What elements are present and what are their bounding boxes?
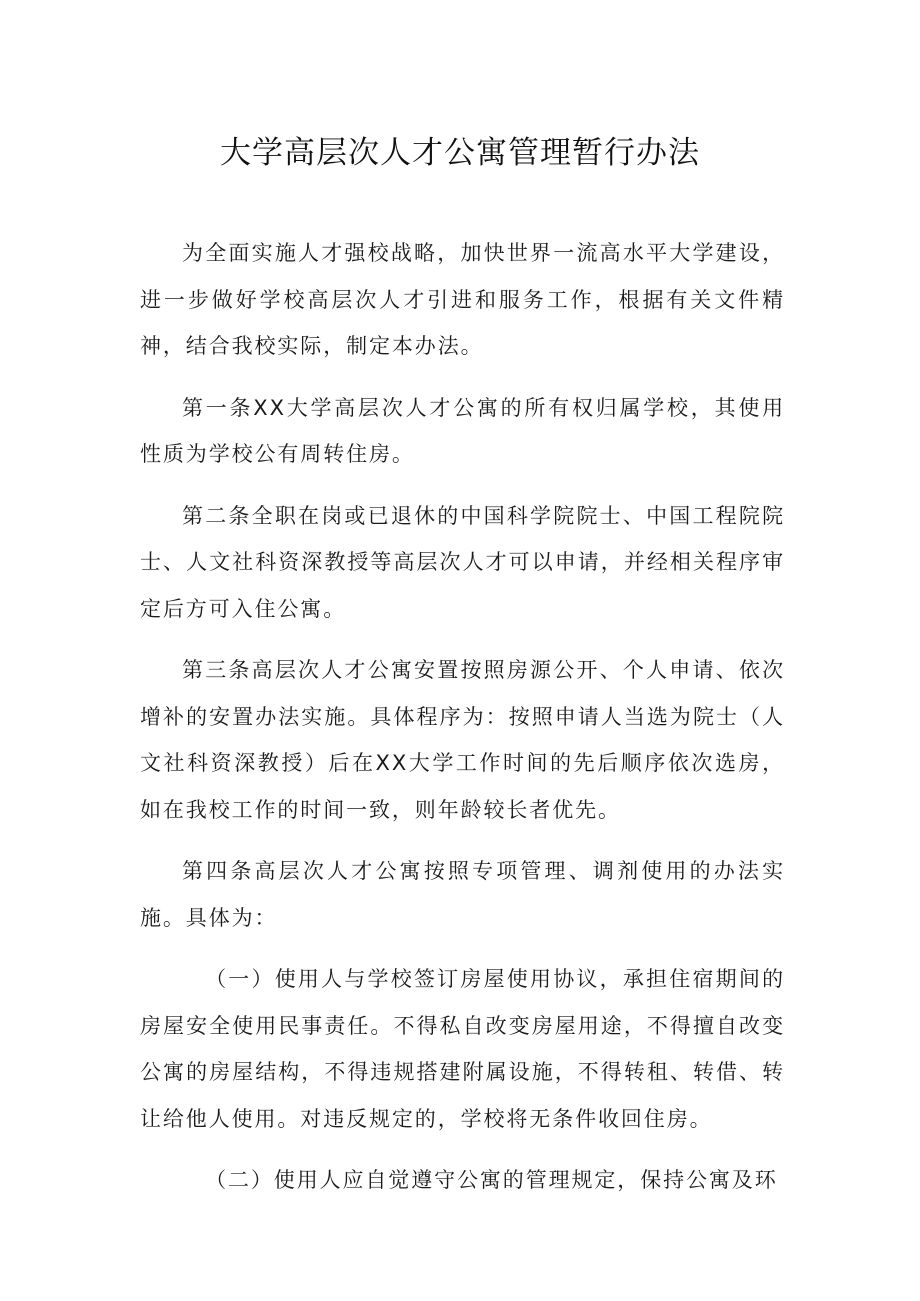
article-4-paragraph: 第四条高层次人才公寓按照专项管理、调剂使用的办法实施。具体为： — [140, 859, 785, 930]
document-title: 大学高层次人才公寓管理暂行办法 — [220, 135, 700, 171]
article-4-item-1-paragraph: （一）使用人与学校签订房屋使用协议，承担住宿期间的房屋安全使用民事责任。不得私自改变房屋用途，不得擅自改变公寓的房屋结构，不得违规搭建附属设施，不得转租、转借、转让给他人使用。对违反规定的，学校将无条件收回住房。 — [140, 967, 785, 1131]
article-4-item-2-paragraph: （二）使用人应自觉遵守公寓的管理规定，保持公寓及环 — [205, 1168, 778, 1192]
article-3-paragraph: 第三条高层次人才公寓安置按照房源公开、个人申请、依次增补的安置办法实施。具体程序为：按照申请人当选为院士（人文社科资深教授）后在XX大学工作时间的先后顺序依次选房，如在我校工作的时间一致，则年龄较长者优先。 — [140, 658, 785, 822]
article-1-paragraph: 第一条XX大学高层次人才公寓的所有权归属学校，其使用性质为学校公有周转住房。 — [140, 395, 785, 466]
article-2-paragraph: 第二条全职在岗或已退休的中国科学院院士、中国工程院院士、人文社科资深教授等高层次人才可以申请，并经相关程序审定后方可入住公寓。 — [140, 503, 785, 621]
intro-paragraph: 为全面实施人才强校战略，加快世界一流高水平大学建设，进一步做好学校高层次人才引进和服务工作，根据有关文件精神，结合我校实际，制定本办法。 — [140, 241, 785, 358]
document-body — [140, 230, 785, 1219]
